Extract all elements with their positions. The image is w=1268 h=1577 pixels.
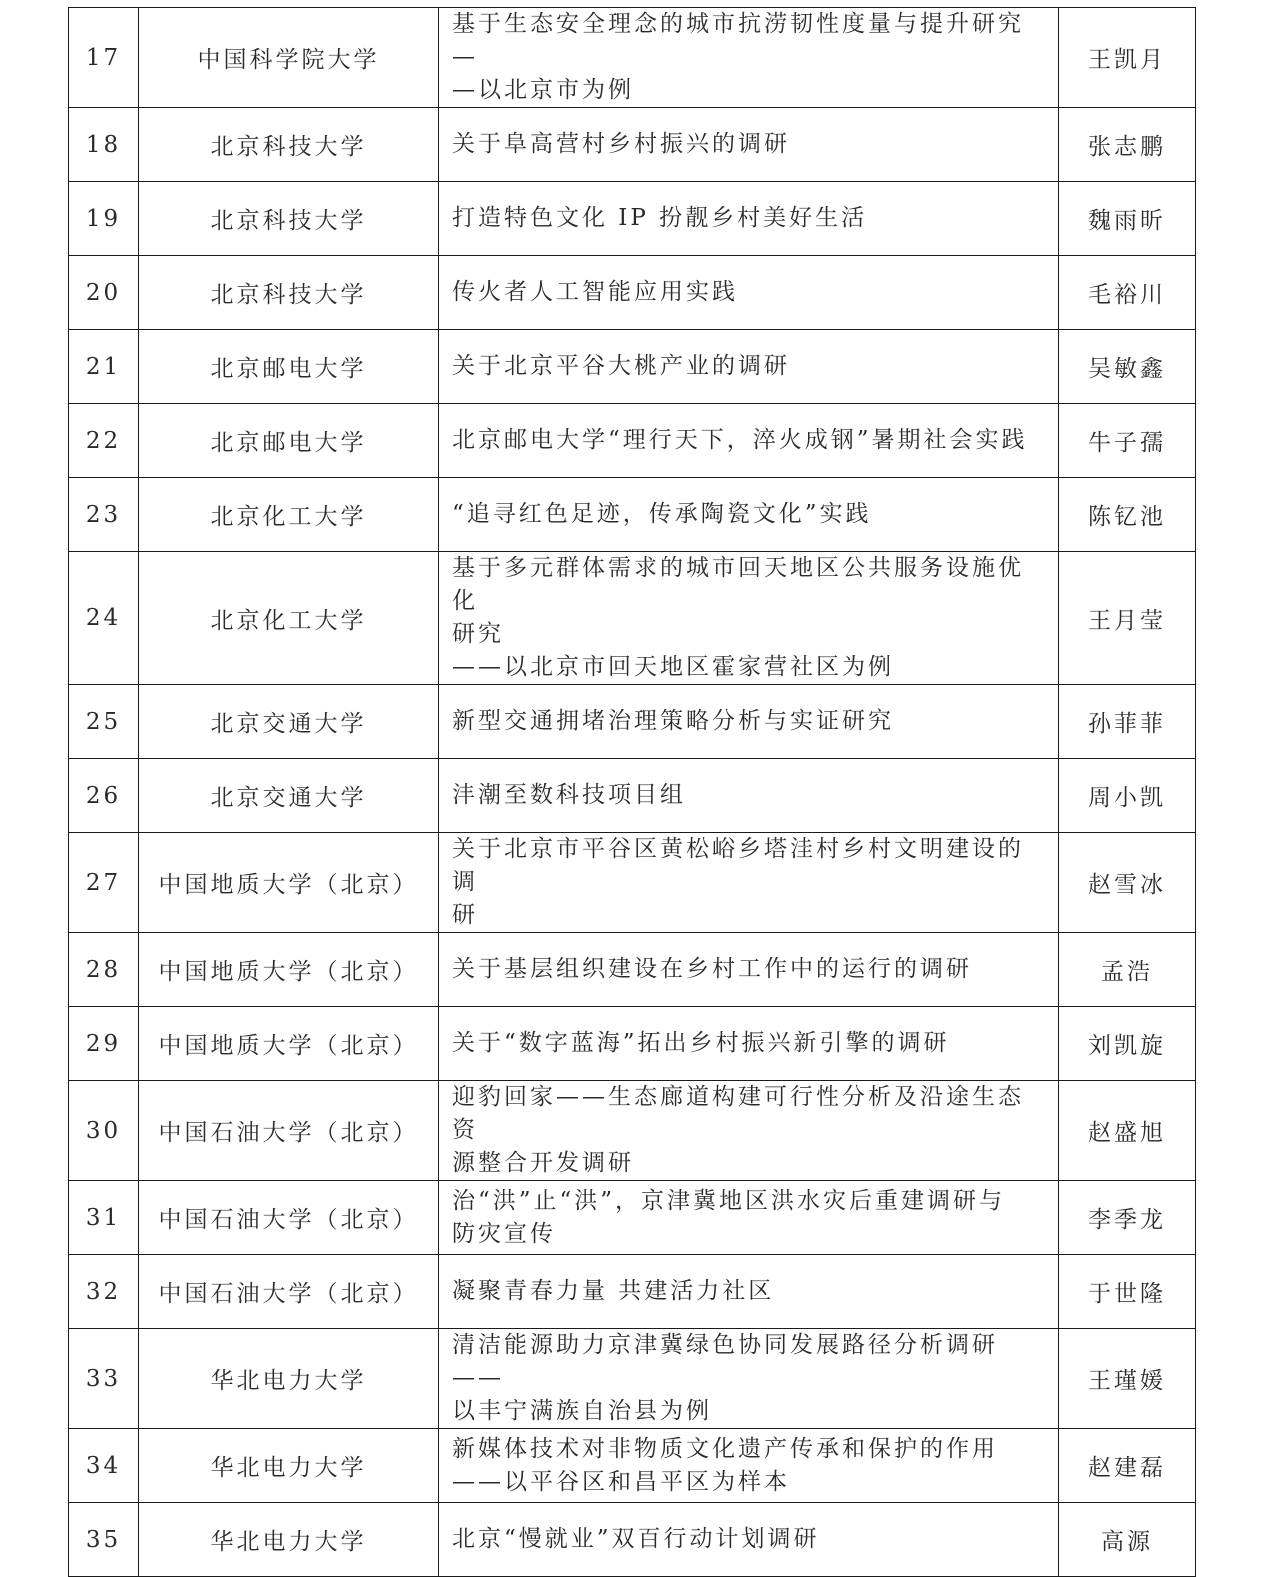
table-row [69, 256, 1196, 330]
university-name: 中国地质大学（北京） [139, 1007, 439, 1081]
student-name: 孙菲菲 [1059, 685, 1196, 759]
project-title-line: 新型交通拥堵治理策略分析与实证研究 [452, 708, 894, 734]
row-number: 23 [69, 478, 139, 552]
project-title [439, 404, 1059, 478]
student-name: 赵建磊 [1059, 1429, 1196, 1503]
university-name: 中国地质大学（北京） [139, 833, 439, 933]
project-title [439, 685, 1059, 759]
project-title-line: 迎豹回家——生态廊道构建可行性分析及沿途生态资 [452, 1084, 1024, 1143]
row-number: 31 [69, 1181, 139, 1255]
student-name: 魏雨昕 [1059, 182, 1196, 256]
university-name: 中国科学院大学 [139, 8, 439, 108]
student-name: 王月莹 [1059, 552, 1196, 685]
table-row [69, 833, 1196, 933]
university-name: 北京科技大学 [139, 108, 439, 182]
student-name: 于世隆 [1059, 1255, 1196, 1329]
project-title-line: 清洁能源助力京津冀绿色协同发展路径分析调研—— [452, 1332, 998, 1391]
project-title-line: 关于北京平谷大桃产业的调研 [452, 353, 790, 379]
project-title-line: 沣潮至数科技项目组 [452, 782, 686, 808]
project-list-table [68, 7, 1196, 1577]
project-title-line: “追寻红色足迹，传承陶瓷文化”实践 [452, 501, 872, 527]
project-title-line: 新媒体技术对非物质文化遗产传承和保护的作用 [452, 1435, 998, 1462]
table-row [69, 182, 1196, 256]
project-title [439, 1181, 1059, 1255]
student-name: 张志鹏 [1059, 108, 1196, 182]
student-name: 高源 [1059, 1503, 1196, 1577]
university-name: 北京邮电大学 [139, 404, 439, 478]
table-row [69, 552, 1196, 685]
university-name: 北京科技大学 [139, 182, 439, 256]
university-name: 中国地质大学（北京） [139, 933, 439, 1007]
university-name: 中国石油大学（北京） [139, 1181, 439, 1255]
row-number: 19 [69, 182, 139, 256]
student-name: 王凯月 [1059, 8, 1196, 108]
project-title [439, 108, 1059, 182]
project-title-line: 以丰宁满族自治县为例 [452, 1398, 712, 1424]
university-name: 北京邮电大学 [139, 330, 439, 404]
project-title-line: 防灾宣传 [452, 1220, 556, 1247]
university-name: 华北电力大学 [139, 1329, 439, 1429]
project-title [439, 478, 1059, 552]
project-title [439, 330, 1059, 404]
project-title [439, 759, 1059, 833]
project-title [439, 833, 1059, 933]
university-name: 北京化工大学 [139, 478, 439, 552]
row-number: 17 [69, 8, 139, 108]
university-name: 北京化工大学 [139, 552, 439, 685]
project-title-line: —以北京市为例 [452, 77, 634, 103]
project-title-line: 治“洪”止“洪”，京津冀地区洪水灾后重建调研与 [452, 1187, 1006, 1214]
project-title-line: 北京“慢就业”双百行动计划调研 [452, 1526, 820, 1552]
row-number: 21 [69, 330, 139, 404]
table-row [69, 108, 1196, 182]
university-name: 华北电力大学 [139, 1503, 439, 1577]
table-row [69, 1503, 1196, 1577]
student-name: 牛子孺 [1059, 404, 1196, 478]
project-title [439, 1429, 1059, 1503]
row-number: 25 [69, 685, 139, 759]
project-title-line: ——以平谷区和昌平区为样本 [452, 1468, 790, 1495]
row-number: 29 [69, 1007, 139, 1081]
table-row [69, 8, 1196, 108]
student-name: 陈钇池 [1059, 478, 1196, 552]
project-title [439, 1329, 1059, 1429]
row-number: 24 [69, 552, 139, 685]
university-name: 中国石油大学（北京） [139, 1081, 439, 1181]
row-number: 32 [69, 1255, 139, 1329]
project-title [439, 256, 1059, 330]
student-name: 赵盛旭 [1059, 1081, 1196, 1181]
row-number: 28 [69, 933, 139, 1007]
row-number: 26 [69, 759, 139, 833]
row-number: 20 [69, 256, 139, 330]
project-title-line: 凝聚青春力量 共建活力社区 [452, 1278, 775, 1304]
student-name: 吴敏鑫 [1059, 330, 1196, 404]
row-number: 22 [69, 404, 139, 478]
project-title-line: 源整合开发调研 [452, 1150, 634, 1176]
table-row [69, 1429, 1196, 1503]
table-row [69, 1007, 1196, 1081]
table-row [69, 1081, 1196, 1181]
project-title [439, 933, 1059, 1007]
university-name: 北京科技大学 [139, 256, 439, 330]
table-row [69, 1329, 1196, 1429]
table-row [69, 1181, 1196, 1255]
project-title-line: 基于生态安全理念的城市抗涝韧性度量与提升研究— [452, 11, 1024, 70]
table-row [69, 1255, 1196, 1329]
project-title [439, 1503, 1059, 1577]
project-title [439, 1255, 1059, 1329]
student-name: 赵雪冰 [1059, 833, 1196, 933]
project-title-line: 打造特色文化 IP 扮靓乡村美好生活 [452, 205, 868, 231]
project-title [439, 182, 1059, 256]
student-name: 李季龙 [1059, 1181, 1196, 1255]
project-title-line: 研究 [452, 621, 504, 647]
row-number: 30 [69, 1081, 139, 1181]
row-number: 33 [69, 1329, 139, 1429]
table-row [69, 330, 1196, 404]
university-name: 北京交通大学 [139, 759, 439, 833]
table-row [69, 478, 1196, 552]
row-number: 34 [69, 1429, 139, 1503]
project-title-line: 关于北京市平谷区黄松峪乡塔洼村乡村文明建设的调 [452, 836, 1024, 895]
university-name: 北京交通大学 [139, 685, 439, 759]
row-number: 27 [69, 833, 139, 933]
student-name: 周小凯 [1059, 759, 1196, 833]
project-title-line: 关于阜高营村乡村振兴的调研 [452, 131, 790, 157]
project-title-line: 北京邮电大学“理行天下，淬火成钢”暑期社会实践 [452, 427, 1028, 453]
project-title [439, 1081, 1059, 1181]
student-name: 刘凯旋 [1059, 1007, 1196, 1081]
university-name: 中国石油大学（北京） [139, 1255, 439, 1329]
table-row [69, 685, 1196, 759]
project-title [439, 8, 1059, 108]
student-name: 毛裕川 [1059, 256, 1196, 330]
project-title [439, 552, 1059, 685]
project-title-line: 基于多元群体需求的城市回天地区公共服务设施优化 [452, 555, 1024, 614]
row-number: 35 [69, 1503, 139, 1577]
project-title-line: 传火者人工智能应用实践 [452, 279, 738, 305]
project-title [439, 1007, 1059, 1081]
student-name: 孟浩 [1059, 933, 1196, 1007]
table-body [69, 8, 1196, 1577]
university-name: 华北电力大学 [139, 1429, 439, 1503]
row-number: 18 [69, 108, 139, 182]
table-row [69, 933, 1196, 1007]
student-name: 王瑾媛 [1059, 1329, 1196, 1429]
project-title-line: 关于“数字蓝海”拓出乡村振兴新引擎的调研 [452, 1030, 950, 1056]
table-row [69, 759, 1196, 833]
table-row [69, 404, 1196, 478]
project-title-line: 研 [452, 902, 478, 928]
project-title-line: ——以北京市回天地区霍家营社区为例 [452, 654, 894, 680]
project-title-line: 关于基层组织建设在乡村工作中的运行的调研 [452, 956, 972, 982]
